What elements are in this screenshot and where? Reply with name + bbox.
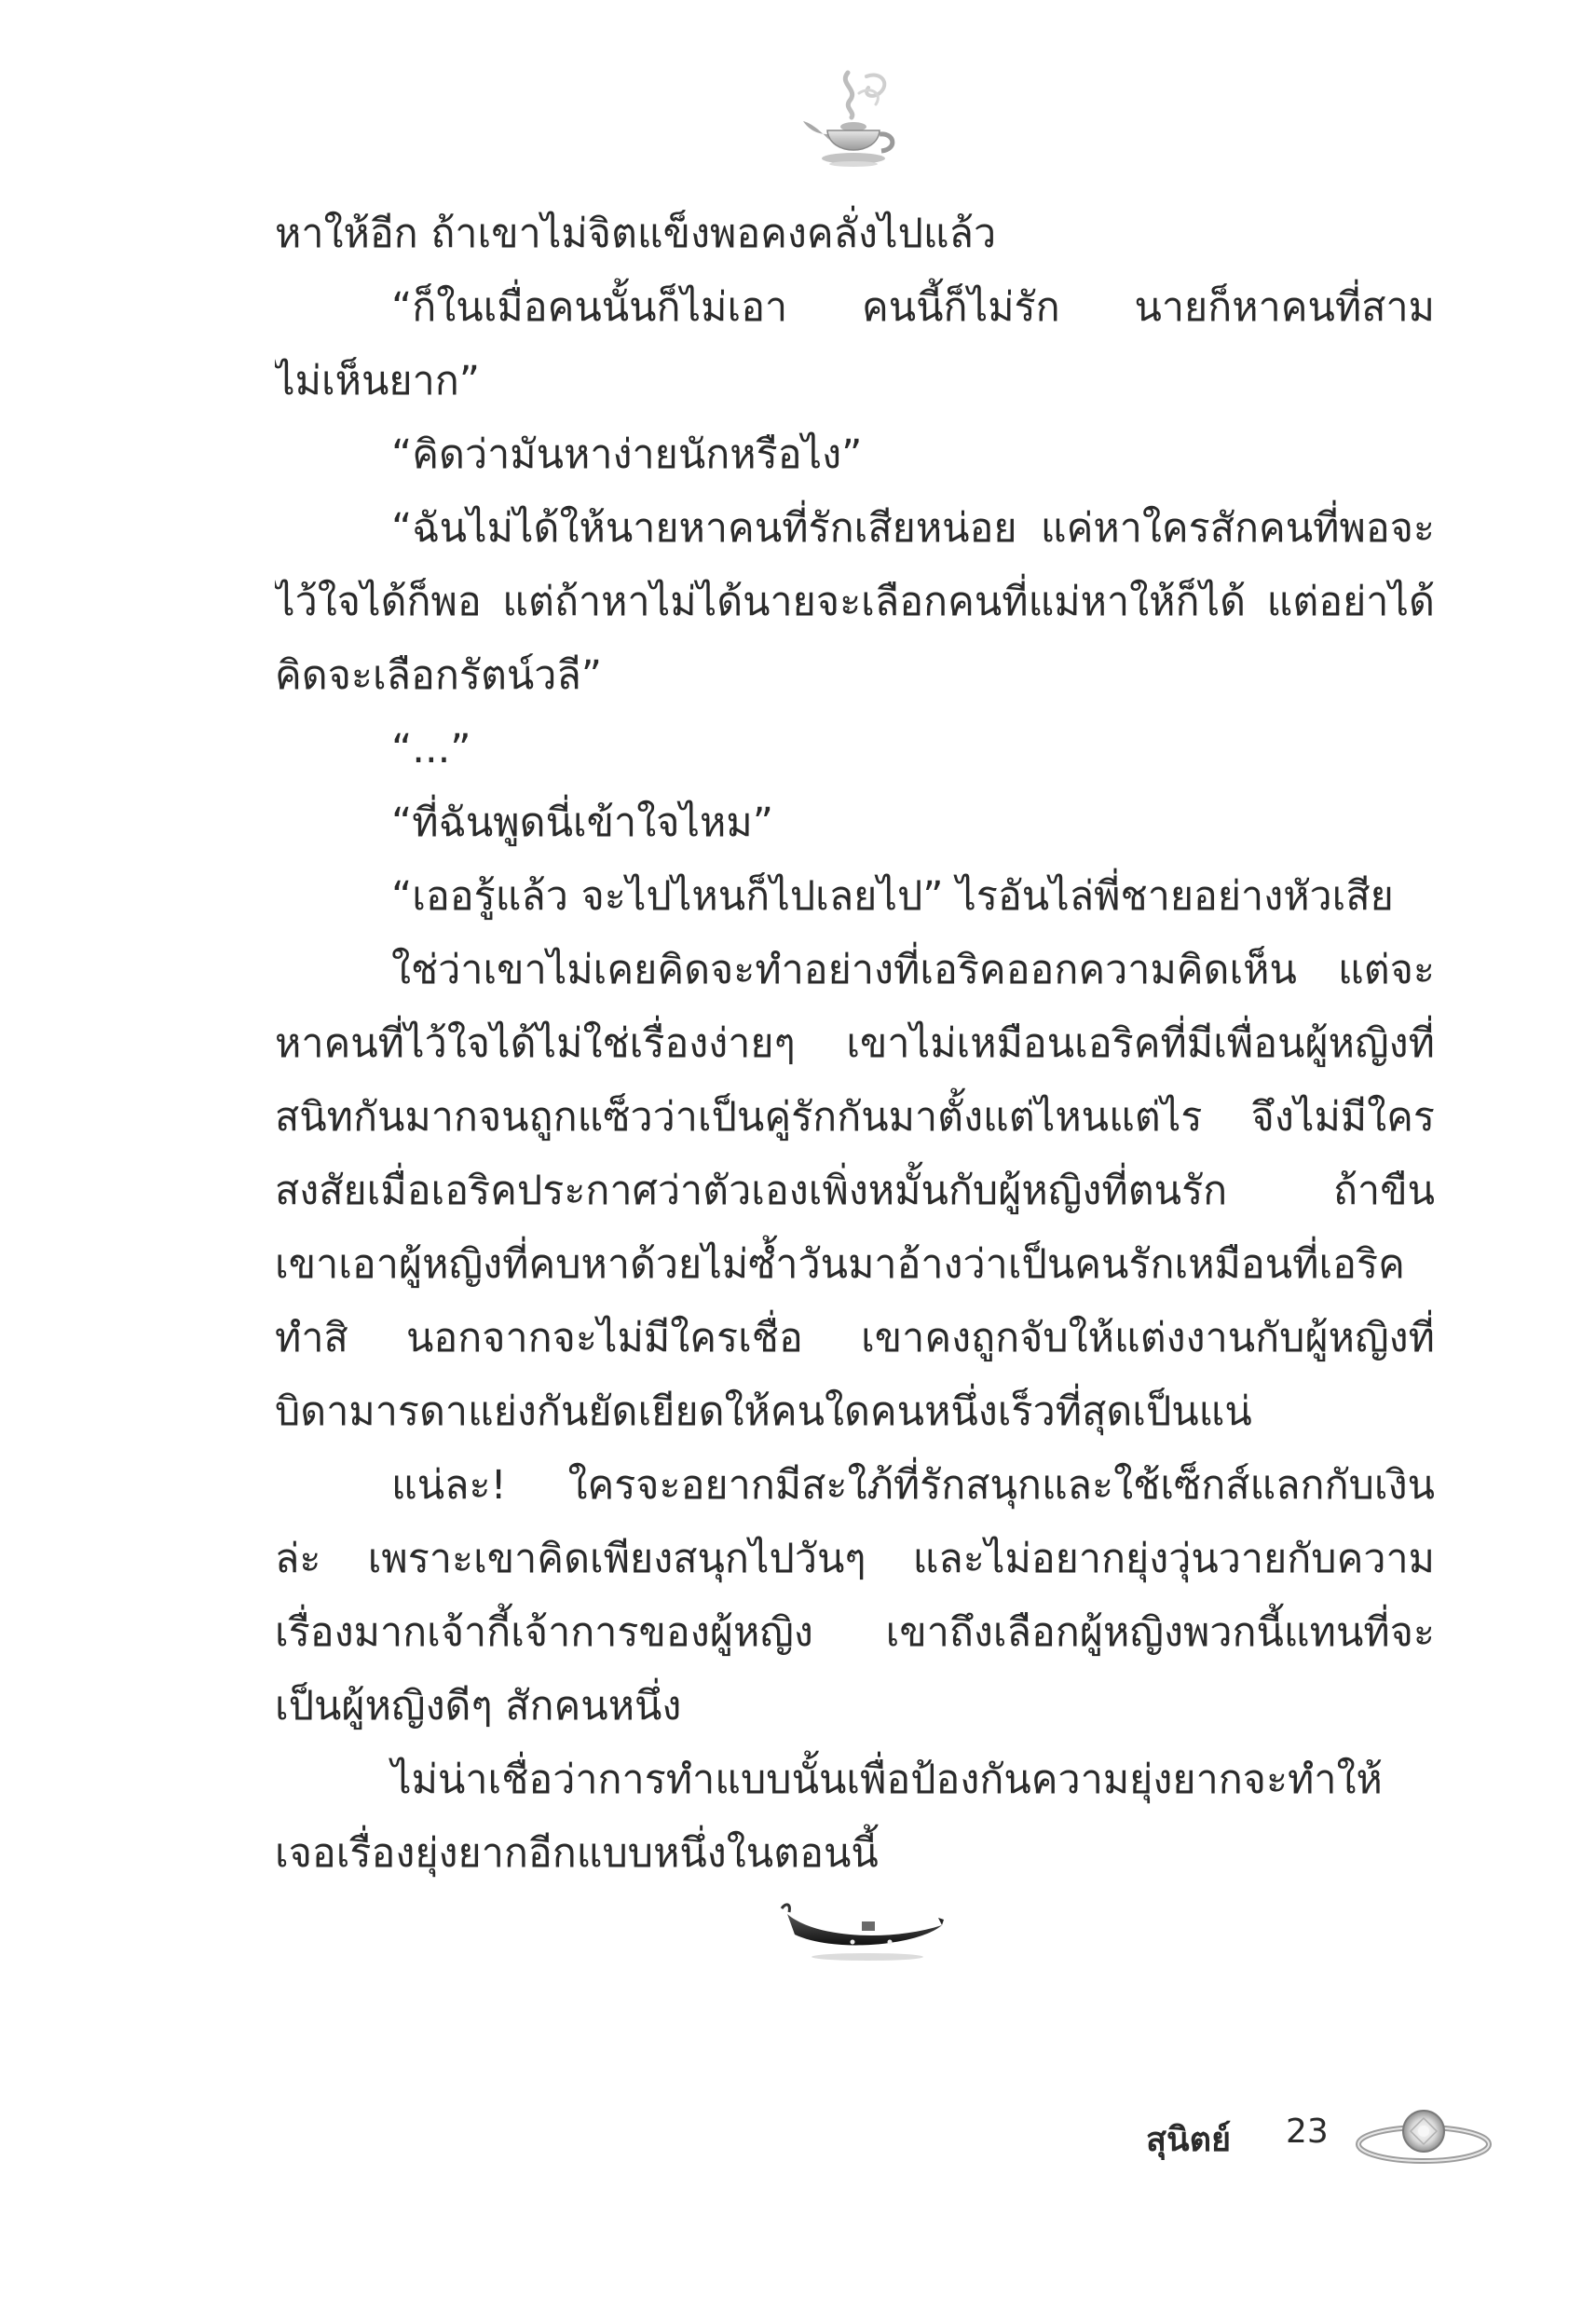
text-line: เป็นผู้หญิงดีๆ สักคนหนึ่ง xyxy=(275,1683,682,1730)
gondola-icon xyxy=(778,1901,946,1966)
text-line: แน่ละ! ใครจะอยากมีสะใภ้ที่รักสนุกและใช้เซ็กส์แลกกับเงิน xyxy=(391,1462,1435,1509)
text-line: หาคนที่ไว้ใจได้ไม่ใช่เรื่องง่ายๆ เขาไม่เหมือนเอริคที่มีเพื่อนผู้หญิงที่ xyxy=(275,1020,1435,1067)
ring-icon xyxy=(1351,2101,1500,2176)
text-line: หาให้อีก ถ้าเขาไม่จิตแข็งพอคงคลั่งไปแล้ว xyxy=(275,211,997,257)
text-line: ใช่ว่าเขาไม่เคยคิดจะทำอย่างที่เอริคออกความคิดเห็น แต่จะ xyxy=(391,947,1435,993)
text-line: “...” xyxy=(391,726,471,773)
body-text xyxy=(275,198,1435,1891)
text-line: เจอเรื่องยุ่งยากอีกแบบหนึ่งในตอนนี้ xyxy=(275,1830,879,1877)
text-line: สนิทกันมากจนถูกแซ็วว่าเป็นคู่รักกันมาตั้งแต่ไหนแต่ไร จึงไม่มีใคร xyxy=(275,1094,1435,1141)
text-line: ล่ะ เพราะเขาคิดเพียงสนุกไปวันๆ และไม่อยากยุ่งวุ่นวายกับความ xyxy=(275,1536,1435,1582)
text-line: บิดามารดาแย่งกันยัดเยียดให้คนใดคนหนึ่งเร็วที่สุดเป็นแน่ xyxy=(275,1388,1252,1435)
text-line: ไม่เห็นยาก” xyxy=(275,358,481,404)
page-number: 23 xyxy=(1286,2113,1329,2151)
author-name: สุนิตย์ xyxy=(1146,2121,1232,2159)
text-line: ไม่น่าเชื่อว่าการทำแบบนั้นเพื่อป้องกันความยุ่งยากจะทำให้ xyxy=(391,1757,1383,1803)
text-line: ไว้ใจได้ก็พอ แต่ถ้าหาไม่ได้นายจะเลือกคนที่แม่หาให้ก็ได้ แต่อย่าได้ xyxy=(275,579,1435,625)
text-line: “เออรู้แล้ว จะไปไหนก็ไปเลยไป” ไรอันไล่พี่ชายอย่างหัวเสีย xyxy=(391,873,1394,920)
text-line: คิดจะเลือกรัตน์วลี” xyxy=(275,652,603,699)
text-line: เขาเอาผู้หญิงที่คบหาด้วยไม่ซ้ำวันมาอ้างว่าเป็นคนรักเหมือนที่เอริค xyxy=(275,1241,1405,1288)
text-line: เรื่องมากเจ้ากี้เจ้าการของผู้หญิง เขาถึงเลือกผู้หญิงพวกนี้แทนที่จะ xyxy=(275,1609,1435,1656)
text-line: ทำสิ นอกจากจะไม่มีใครเชื่อ เขาคงถูกจับให้แต่งงานกับผู้หญิงที่ xyxy=(275,1315,1435,1361)
text-line: “คิดว่ามันหาง่ายนักหรือไง” xyxy=(391,431,863,478)
teapot-icon xyxy=(801,65,904,177)
page-footer xyxy=(1146,2101,1537,2185)
text-line: สงสัยเมื่อเอริคประกาศว่าตัวเองเพิ่งหมั้นกับผู้หญิงที่ตนรัก ถ้าขืน xyxy=(275,1168,1435,1214)
text-line: “ฉันไม่ได้ให้นายหาคนที่รักเสียหน่อย แค่หาใครสักคนที่พอจะ xyxy=(391,505,1435,552)
text-line: “ที่ฉันพูดนี่เข้าใจไหม” xyxy=(391,800,773,846)
text-line: “ก็ในเมื่อคนนั้นก็ไม่เอา คนนี้ก็ไม่รัก นายก็หาคนที่สาม xyxy=(391,284,1435,331)
